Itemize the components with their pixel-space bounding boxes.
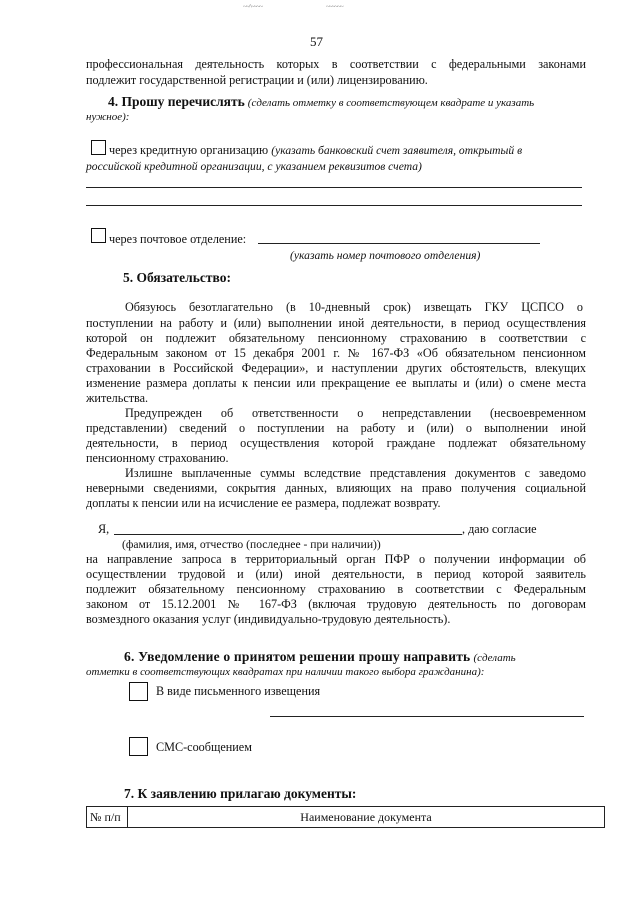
- obligation-line: страховании в Российской Федерации», и наступлении других обстоятельств, влекущих: [86, 361, 586, 375]
- scan-artifact: ~~^~~~~: [243, 3, 263, 11]
- page-number: 57: [310, 34, 323, 49]
- section-6-title: 6. Уведомление о принятом решении прошу направить: [124, 649, 471, 664]
- warning-line: представлении) сведений о поступлении на работу и (или) о выполнении иной: [86, 421, 586, 435]
- warning-line: Предупрежден об ответственности о непредставлении (несвоевременном: [125, 406, 586, 420]
- bank-option-note-cont: российской кредитной организации, с указанием реквизитов счета): [86, 160, 422, 173]
- documents-table: [86, 806, 605, 828]
- section-4-title: 4. Прошу перечислять: [108, 94, 245, 109]
- consent-line: подлежит обязательному пенсионному страхованию в соответствии с Федеральным: [86, 582, 586, 596]
- sms-checkbox[interactable]: [129, 737, 148, 756]
- overpayment-line: Излишне выплаченные суммы вследствие представления документов с заведомо: [125, 466, 586, 480]
- section-4-note: (сделать отметку в соответствующем квадрате и указать: [247, 97, 535, 109]
- section-6-note: (сделать: [473, 652, 516, 664]
- scan-artifact: ~~~~~~: [326, 3, 343, 11]
- sms-label: СМС-сообщением: [156, 740, 252, 754]
- obligation-line: которой он подлежит обязательному пенсионному страхованию в соответствии с: [86, 331, 586, 345]
- consent-line: осуществлении трудовой и (или) иной деятельности, в период которой заявитель: [86, 567, 586, 581]
- section-6-heading: [124, 649, 590, 666]
- obligation-line: жительства.: [86, 391, 149, 405]
- post-office-note: (указать номер почтового отделения): [290, 249, 481, 262]
- obligation-line: Федеральным законом от 15 декабря 2001 г. № 167-ФЗ «Об обязательном пенсионном: [86, 346, 586, 360]
- obligation-line: поступлении на работу и (или) выполнении иной деятельности, в период осуществления: [86, 316, 586, 330]
- obligation-line: изменение размера доплаты к пенсии или прекращение ее выплаты и (или) о смене места: [86, 376, 586, 390]
- section-4-heading: [108, 94, 588, 111]
- consent-line: на направление запроса в территориальный орган ПФР о получении информации об: [86, 552, 586, 566]
- intro-line: профессиональная деятельность которых в соответствии с федеральными законами: [86, 57, 586, 71]
- warning-line: пенсионному страхованию.: [86, 451, 229, 465]
- consent-line: законом от 15.12.2001 № 167-ФЗ (включая трудовую деятельность по договорам: [86, 597, 586, 611]
- section-5-title: 5. Обязательство:: [123, 270, 231, 285]
- bank-option-label: через кредитную организацию: [109, 143, 269, 157]
- section-6-note-cont: отметки в соответствующих квадратах при наличии такого выбора гражданина):: [86, 666, 485, 678]
- bank-option-line: [109, 143, 587, 158]
- full-name-line[interactable]: [114, 534, 462, 535]
- post-office-number-line[interactable]: [258, 243, 540, 244]
- post-office-checkbox[interactable]: [91, 228, 106, 243]
- consent-suffix: , даю согласие: [462, 522, 537, 536]
- section-4-note-cont: нужное):: [86, 111, 130, 123]
- bank-account-line-2[interactable]: [86, 205, 582, 206]
- bank-transfer-checkbox[interactable]: [91, 140, 106, 155]
- overpayment-line: неверными сведениями, сокрытия данных, влияющих на право получения социальной: [86, 481, 586, 495]
- intro-line: подлежит государственной регистрации и (или) лицензированию.: [86, 73, 428, 87]
- obligation-line: Обязуюсь безотлагательно (в 10-дневный срок) извещать ГКУ ЦСПСО о: [125, 300, 583, 314]
- table-header-document-name: Наименование документа: [128, 807, 605, 828]
- warning-line: деятельности, в период осуществления которой граждане подлежат обязательному: [86, 436, 586, 450]
- consent-prefix: Я,: [98, 522, 110, 536]
- written-notice-address-line[interactable]: [270, 716, 584, 717]
- section-7-title: 7. К заявлению прилагаю документы:: [124, 786, 357, 801]
- post-office-label: через почтовое отделение:: [109, 232, 247, 246]
- consent-line: возмездного оказания услуг (индивидуально-трудовую деятельность).: [86, 612, 451, 626]
- full-name-hint: (фамилия, имя, отчество (последнее - при наличии)): [122, 538, 381, 551]
- table-header-number: № п/п: [87, 807, 128, 828]
- bank-account-line-1[interactable]: [86, 187, 582, 188]
- written-notice-checkbox[interactable]: [129, 682, 148, 701]
- written-notice-label: В виде письменного извещения: [156, 684, 321, 698]
- bank-option-note: (указать банковский счет заявителя, открытый в: [271, 144, 523, 157]
- overpayment-line: доплаты к пенсии или на исчисление ее размера, подлежат возврату.: [86, 496, 441, 510]
- table-header-row: [87, 807, 605, 828]
